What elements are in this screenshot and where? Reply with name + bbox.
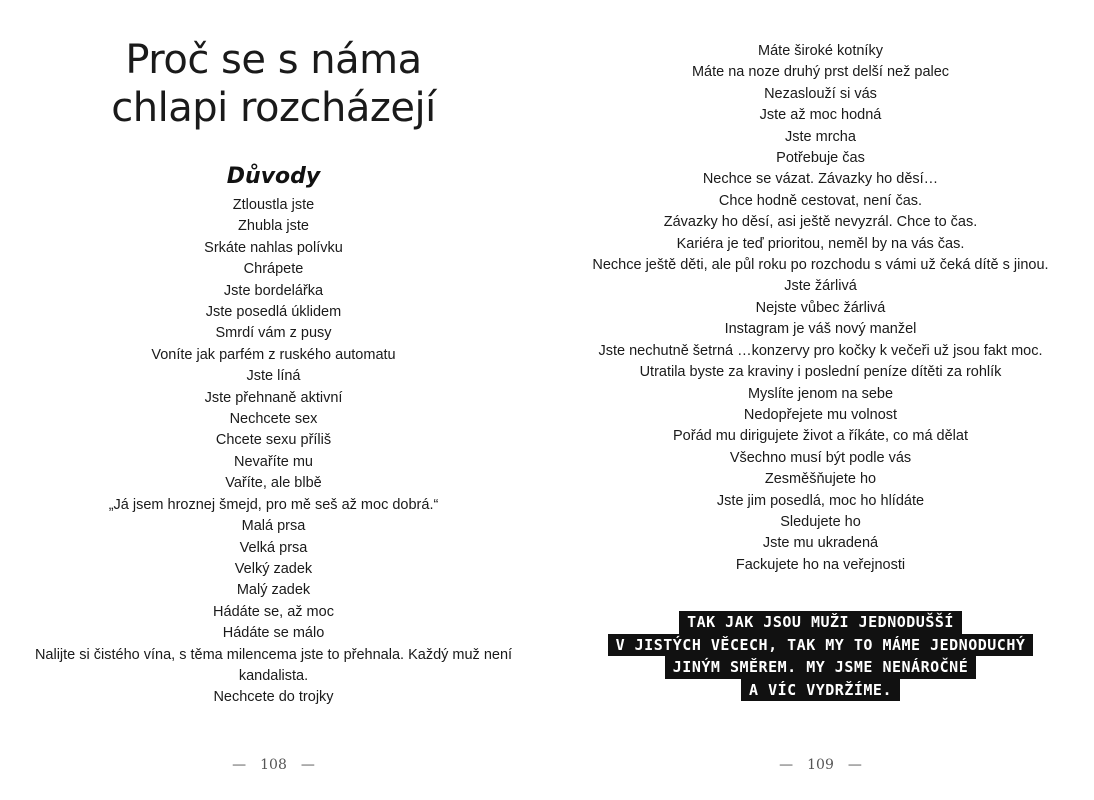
list-item: Závazky ho děsí, asi ještě nevyzrál. Chce to čas. xyxy=(663,214,978,231)
footer-dash: — xyxy=(847,757,862,773)
page-number: 108 xyxy=(260,757,287,773)
list-item: Nechce se vázat. Závazky ho děsí… xyxy=(702,171,939,188)
banner-line: JINÝM SMĚREM. MY JSME NENÁROČNÉ xyxy=(665,656,976,679)
chapter-title-line-2: chlapi rozcházejí xyxy=(111,85,436,131)
list-item: Jste žárlivá xyxy=(784,278,857,295)
list-item: Srkáte nahlas polívku xyxy=(204,239,343,256)
list-item: Sledujete ho xyxy=(780,513,861,530)
list-item: Vaříte, ale blbě xyxy=(225,475,322,492)
list-item: Zesměšňujete ho xyxy=(764,471,877,488)
reasons-list-left xyxy=(30,195,517,709)
footer-dash: — xyxy=(232,757,247,773)
list-item: „Já jsem hroznej šmejd, pro mě seš až moc dobrá.“ xyxy=(108,496,439,513)
list-item: Nechcete sex xyxy=(229,411,318,428)
banner-line: A VÍC VYDRŽÍME. xyxy=(741,679,900,702)
list-item: Nalijte si čistého vína, s těma milencema jste to přehnala. Každý muž není kandalista. xyxy=(34,646,513,684)
list-item: Nechcete do trojky xyxy=(213,689,334,706)
list-item: Jste až moc hodná xyxy=(759,107,882,124)
list-item: Jste líná xyxy=(246,368,301,385)
list-item: Velká prsa xyxy=(239,539,308,556)
list-item: Nejste vůbec žárlivá xyxy=(755,299,886,316)
list-item: Jste jim posedlá, moc ho hlídáte xyxy=(716,492,925,509)
footer-dash: — xyxy=(779,757,794,773)
reasons-list-right xyxy=(547,41,1094,576)
banner-line: V JISTÝCH VĚCECH, TAK MY TO MÁME JEDNODUCHÝ xyxy=(608,634,1034,657)
banner-line: TAK JAK JSOU MUŽI JEDNODUŠŠÍ xyxy=(679,611,962,634)
list-item: Chcete sexu příliš xyxy=(215,432,332,449)
chapter-title xyxy=(0,36,547,132)
list-item: Jste mu ukradená xyxy=(762,535,879,552)
page-footer-left xyxy=(0,757,547,773)
list-item: Jste přehnaně aktivní xyxy=(204,389,343,406)
list-item: Chrápete xyxy=(243,261,304,278)
list-item: Hádáte se, až moc xyxy=(213,603,334,620)
list-item: Nevaříte mu xyxy=(234,453,313,470)
list-item: Kariéra je teď prioritou, neměl by na vás čas. xyxy=(676,235,965,252)
list-item: Malá prsa xyxy=(241,518,306,535)
page-number: 109 xyxy=(807,757,834,773)
list-item: Máte na noze druhý prst delší než palec xyxy=(691,64,950,81)
list-item: Zhubla jste xyxy=(238,218,309,235)
list-item: Jste bordelářka xyxy=(223,282,324,299)
list-item: Nedopřejete mu volnost xyxy=(743,406,898,423)
list-item: Nezaslouží si vás xyxy=(764,85,877,102)
list-item: Smrdí vám z pusy xyxy=(215,325,332,342)
chapter-title-line-1: Proč se s náma xyxy=(125,37,422,83)
list-item: Máte široké kotníky xyxy=(758,43,883,59)
pull-quote-banner xyxy=(547,611,1094,701)
right-page xyxy=(547,0,1094,800)
section-heading: Důvody xyxy=(226,164,321,189)
list-item: Ztloustla jste xyxy=(232,197,315,213)
list-item: Pořád mu dirigujete život a říkáte, co má dělat xyxy=(673,428,968,445)
footer-dash: — xyxy=(300,757,315,773)
list-item: Malý zadek xyxy=(236,582,311,599)
list-item: Velký zadek xyxy=(234,560,313,577)
page-footer-right xyxy=(547,757,1094,773)
list-item: Potřebuje čas xyxy=(776,150,865,167)
list-item: Instagram je váš nový manžel xyxy=(724,321,917,338)
list-item: Všechno musí být podle vás xyxy=(729,449,912,466)
list-item: Voníte jak parfém z ruského automatu xyxy=(151,346,396,363)
list-item: Chce hodně cestovat, není čas. xyxy=(718,192,923,209)
list-item: Jste posedlá úklidem xyxy=(205,304,342,321)
list-item: Jste nechutně šetrná …konzervy pro kočky k večeři už jsou fakt moc. xyxy=(598,342,1043,359)
list-item: Myslíte jenom na sebe xyxy=(747,385,894,402)
list-item: Hádáte se málo xyxy=(222,625,325,642)
list-item: Jste mrcha xyxy=(785,128,856,145)
list-item: Fackujete ho na veřejnosti xyxy=(735,556,906,573)
list-item: Utratila byste za kraviny i poslední peníze dítěti za rohlík xyxy=(639,364,1002,381)
list-item: Nechce ještě děti, ale půl roku po rozchodu s vámi už čeká dítě s jinou. xyxy=(592,257,1049,274)
